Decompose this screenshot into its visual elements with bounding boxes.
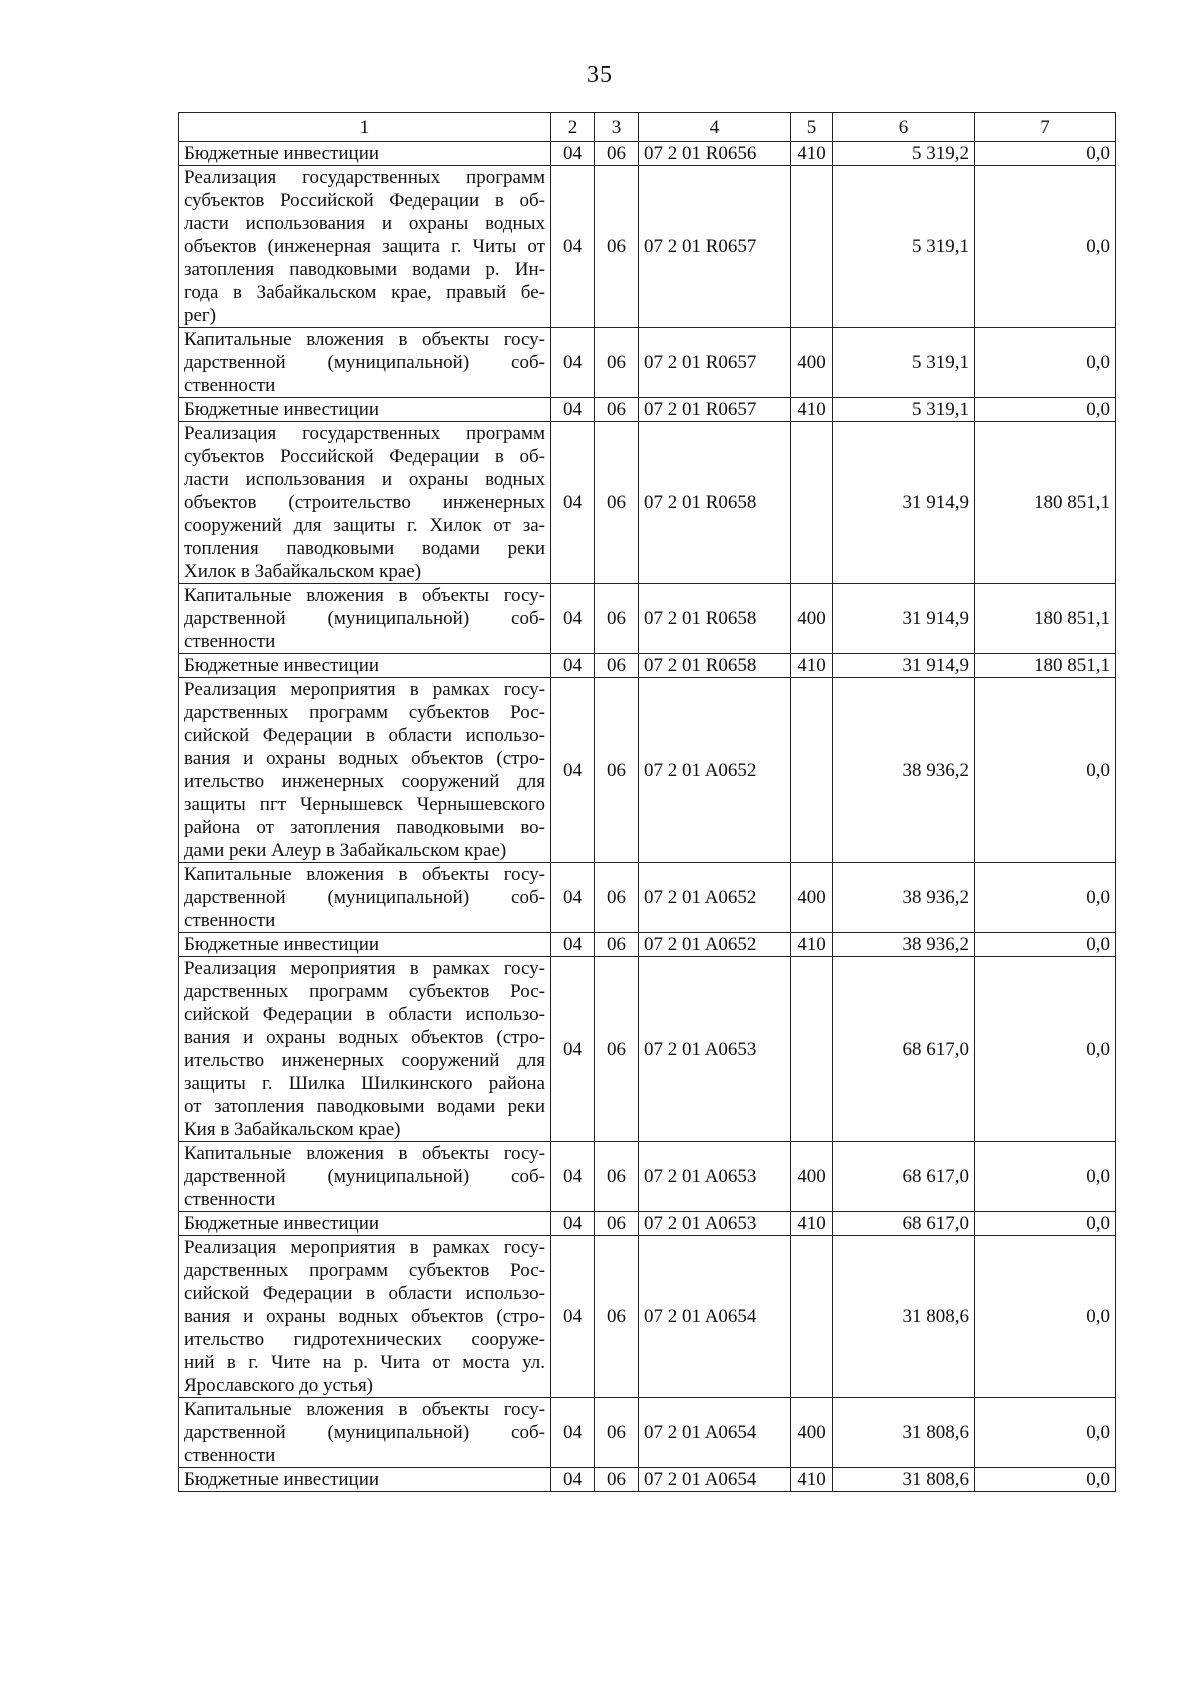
cell-name [179,1142,551,1212]
cell-subsection: 06 [595,678,639,863]
cell-subsection: 06 [595,933,639,957]
cell-name-line: Бюджетные инвестиции [184,143,380,164]
cell-subsection: 06 [595,654,639,678]
cell-name-line: топления паводковыми водами реки [184,538,545,559]
cell-name-line: Капитальные вложения в объекты госу- [184,585,545,606]
cell-amount-1: 31 808,6 [833,1398,975,1468]
cell-name [179,1398,551,1468]
cell-expense-type [791,678,833,863]
cell-subsection: 06 [595,863,639,933]
cell-name [179,957,551,1142]
cell-target-code: 07 2 01 A0652 [639,678,791,863]
cell-expense-type: 400 [791,328,833,398]
cell-amount-2: 180 851,1 [975,654,1116,678]
cell-name [179,398,551,422]
cell-name-line: Реализация государственных программ [184,167,545,188]
cell-section: 04 [551,166,595,328]
cell-subsection: 06 [595,1468,639,1492]
cell-subsection: 06 [595,584,639,654]
cell-expense-type [791,422,833,584]
cell-target-code: 07 2 01 R0657 [639,328,791,398]
table-row [179,1236,1116,1398]
table-row [179,654,1116,678]
cell-name-line: защиты г. Шилка Шилкинского района [184,1073,545,1094]
cell-amount-1: 5 319,1 [833,328,975,398]
cell-name [179,1468,551,1492]
cell-expense-type: 400 [791,584,833,654]
table-row [179,166,1116,328]
cell-target-code: 07 2 01 R0657 [639,166,791,328]
cell-target-code: 07 2 01 A0654 [639,1236,791,1398]
cell-subsection: 06 [595,328,639,398]
cell-name-line: ственности [184,375,276,396]
header-cell: 1 [179,113,551,142]
cell-expense-type [791,166,833,328]
cell-expense-type: 400 [791,1398,833,1468]
cell-amount-1: 38 936,2 [833,933,975,957]
cell-name-line: ний в г. Чите на р. Чита от моста ул. [184,1352,545,1373]
cell-name-line: Хилок в Забайкальском крае) [184,561,422,582]
cell-section: 04 [551,1236,595,1398]
cell-target-code: 07 2 01 R0658 [639,654,791,678]
cell-name-line: района от затопления паводковыми во- [184,817,545,838]
cell-name-line: Бюджетные инвестиции [184,1213,380,1234]
cell-amount-2: 0,0 [975,1468,1116,1492]
cell-target-code: 07 2 01 A0653 [639,1212,791,1236]
cell-name-line: сийской Федерации в области использо- [184,725,545,746]
cell-name [179,422,551,584]
cell-section: 04 [551,654,595,678]
cell-expense-type: 410 [791,654,833,678]
cell-name-line: защиты пгт Чернышевск Чернышевского [184,794,545,815]
cell-name [179,1236,551,1398]
budget-table [178,112,1116,1492]
cell-amount-1: 5 319,2 [833,142,975,166]
cell-section: 04 [551,863,595,933]
header-cell: 6 [833,113,975,142]
table-row [179,957,1116,1142]
cell-section: 04 [551,1142,595,1212]
cell-name-line: сийской Федерации в области использо- [184,1004,545,1025]
cell-target-code: 07 2 01 R0656 [639,142,791,166]
cell-subsection: 06 [595,398,639,422]
cell-amount-1: 31 914,9 [833,654,975,678]
cell-name-line: Бюджетные инвестиции [184,655,380,676]
cell-name-line: ласти использования и охраны водных [184,213,545,234]
header-cell: 5 [791,113,833,142]
cell-target-code: 07 2 01 A0652 [639,933,791,957]
cell-expense-type: 410 [791,1212,833,1236]
header-cell: 2 [551,113,595,142]
cell-name-line: ственности [184,1189,276,1210]
cell-target-code: 07 2 01 A0654 [639,1468,791,1492]
cell-expense-type: 410 [791,933,833,957]
cell-name-line: дарственной (муниципальной) соб- [184,1166,545,1187]
cell-name [179,584,551,654]
table-row [179,678,1116,863]
cell-section: 04 [551,678,595,863]
cell-section: 04 [551,957,595,1142]
cell-name-line: ственности [184,1445,276,1466]
cell-expense-type: 410 [791,142,833,166]
cell-subsection: 06 [595,422,639,584]
cell-amount-2: 0,0 [975,863,1116,933]
table-row [179,1212,1116,1236]
cell-name-line: сийской Федерации в области использо- [184,1283,545,1304]
cell-subsection: 06 [595,142,639,166]
table-row [179,863,1116,933]
cell-subsection: 06 [595,1236,639,1398]
cell-name-line: ласти использования и охраны водных [184,469,545,490]
cell-amount-1: 31 808,6 [833,1468,975,1492]
cell-name-line: вания и охраны водных объектов (стро- [184,1306,545,1327]
cell-name-line: Реализация мероприятия в рамках госу- [184,958,545,979]
cell-expense-type: 400 [791,863,833,933]
cell-section: 04 [551,933,595,957]
cell-name-line: Ярославского до устья) [184,1375,374,1396]
cell-name [179,654,551,678]
cell-name-line: дарственных программ субъектов Рос- [184,981,545,1002]
cell-target-code: 07 2 01 R0658 [639,422,791,584]
cell-name [179,863,551,933]
cell-name-line: объектов (строительство инженерных [184,492,545,513]
cell-subsection: 06 [595,1212,639,1236]
cell-expense-type: 410 [791,1468,833,1492]
cell-expense-type: 400 [791,1142,833,1212]
cell-target-code: 07 2 01 A0653 [639,1142,791,1212]
cell-amount-2: 0,0 [975,957,1116,1142]
table-row [179,933,1116,957]
cell-name-line: субъектов Российской Федерации в об- [184,190,545,211]
cell-name-line: дарственных программ субъектов Рос- [184,702,545,723]
cell-amount-2: 0,0 [975,142,1116,166]
cell-section: 04 [551,142,595,166]
cell-amount-1: 68 617,0 [833,1142,975,1212]
cell-name-line: дарственной (муниципальной) соб- [184,608,545,629]
cell-amount-2: 0,0 [975,1212,1116,1236]
cell-amount-1: 5 319,1 [833,166,975,328]
cell-name-line: субъектов Российской Федерации в об- [184,446,545,467]
table-header-row [179,113,1116,142]
cell-name [179,166,551,328]
cell-section: 04 [551,1398,595,1468]
cell-name-line: сооружений для защиты г. Хилок от за- [184,515,545,536]
cell-name-line: затопления паводковыми водами р. Ин- [184,259,545,280]
table-row [179,584,1116,654]
cell-section: 04 [551,328,595,398]
cell-name-line: Реализация мероприятия в рамках госу- [184,679,545,700]
cell-name-line: рег) [184,305,217,326]
cell-amount-1: 38 936,2 [833,863,975,933]
cell-section: 04 [551,584,595,654]
table-row [179,1142,1116,1212]
cell-name-line: Бюджетные инвестиции [184,399,380,420]
cell-name [179,933,551,957]
cell-target-code: 07 2 01 A0653 [639,957,791,1142]
table-body [179,113,1116,1492]
cell-subsection: 06 [595,1142,639,1212]
cell-section: 04 [551,398,595,422]
cell-subsection: 06 [595,1398,639,1468]
cell-expense-type [791,957,833,1142]
header-cell: 3 [595,113,639,142]
cell-name-line: Капитальные вложения в объекты госу- [184,864,545,885]
cell-amount-1: 68 617,0 [833,957,975,1142]
cell-name-line: вания и охраны водных объектов (стро- [184,748,545,769]
cell-name [179,142,551,166]
cell-amount-2: 180 851,1 [975,422,1116,584]
cell-subsection: 06 [595,957,639,1142]
cell-section: 04 [551,1468,595,1492]
cell-amount-2: 0,0 [975,328,1116,398]
cell-amount-2: 0,0 [975,166,1116,328]
cell-section: 04 [551,1212,595,1236]
cell-name [179,328,551,398]
header-cell: 4 [639,113,791,142]
cell-amount-1: 31 914,9 [833,584,975,654]
cell-target-code: 07 2 01 R0658 [639,584,791,654]
table-row [179,398,1116,422]
cell-name-line: дарственных программ субъектов Рос- [184,1260,545,1281]
cell-name-line: вания и охраны водных объектов (стро- [184,1027,545,1048]
cell-name-line: дами реки Алеур в Забайкальском крае) [184,840,507,861]
cell-expense-type [791,1236,833,1398]
cell-name-line: ственности [184,910,276,931]
cell-name-line: Бюджетные инвестиции [184,934,380,955]
table-row [179,1398,1116,1468]
cell-name-line: Реализация мероприятия в рамках госу- [184,1237,545,1258]
cell-name-line: ительство инженерных сооружений для [184,1050,545,1071]
table-row [179,142,1116,166]
cell-name-line: Бюджетные инвестиции [184,1469,380,1490]
cell-subsection: 06 [595,166,639,328]
cell-target-code: 07 2 01 R0657 [639,398,791,422]
cell-name-line: Капитальные вложения в объекты госу- [184,1143,545,1164]
cell-name-line: Реализация государственных программ [184,423,545,444]
cell-name-line: Капитальные вложения в объекты госу- [184,1399,545,1420]
cell-name-line: Капитальные вложения в объекты госу- [184,329,545,350]
cell-amount-2: 0,0 [975,1142,1116,1212]
cell-name-line: дарственной (муниципальной) соб- [184,887,545,908]
cell-name-line: объектов (инженерная защита г. Читы от [184,236,545,257]
header-cell: 7 [975,113,1116,142]
cell-section: 04 [551,422,595,584]
cell-amount-1: 31 914,9 [833,422,975,584]
cell-name [179,678,551,863]
cell-target-code: 07 2 01 A0652 [639,863,791,933]
cell-name-line: ственности [184,631,276,652]
cell-name-line: года в Забайкальском крае, правый бе- [184,282,545,303]
table-row [179,328,1116,398]
cell-name-line: от затопления паводковыми водами реки [184,1096,545,1117]
cell-amount-1: 38 936,2 [833,678,975,863]
cell-amount-2: 0,0 [975,1236,1116,1398]
cell-amount-2: 0,0 [975,678,1116,863]
table-row [179,422,1116,584]
cell-name [179,1212,551,1236]
cell-name-line: ительство гидротехнических сооруже- [184,1329,545,1350]
cell-amount-1: 31 808,6 [833,1236,975,1398]
cell-amount-2: 0,0 [975,933,1116,957]
cell-amount-1: 68 617,0 [833,1212,975,1236]
cell-amount-2: 0,0 [975,1398,1116,1468]
table-row [179,1468,1116,1492]
page-number: 35 [587,62,613,88]
cell-expense-type: 410 [791,398,833,422]
cell-name-line: ительство инженерных сооружений для [184,771,545,792]
cell-amount-2: 0,0 [975,398,1116,422]
cell-target-code: 07 2 01 A0654 [639,1398,791,1468]
cell-amount-1: 5 319,1 [833,398,975,422]
cell-name-line: дарственной (муниципальной) соб- [184,352,545,373]
cell-name-line: дарственной (муниципальной) соб- [184,1422,545,1443]
cell-amount-2: 180 851,1 [975,584,1116,654]
cell-name-line: Кия в Забайкальском крае) [184,1119,401,1140]
